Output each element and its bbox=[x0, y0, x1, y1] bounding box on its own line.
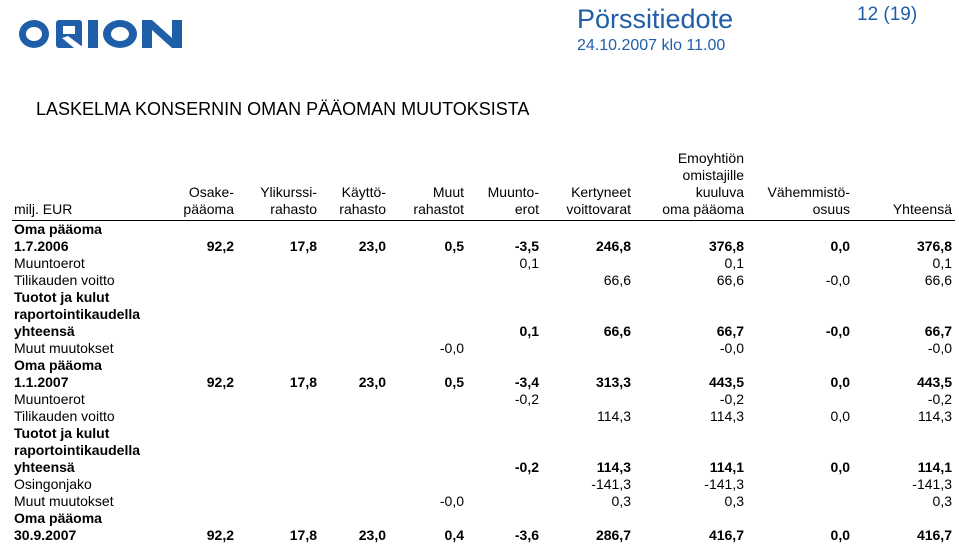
row-label-line: Muuntoerot bbox=[14, 255, 85, 271]
row-label-line: 1.7.2006 bbox=[14, 238, 69, 254]
column-header-line: kuuluva bbox=[695, 184, 744, 200]
column-header-line: omistajille bbox=[682, 167, 744, 183]
column-header-line: rahasto bbox=[270, 201, 317, 217]
row-label-line: Muuntoerot bbox=[14, 391, 85, 407]
table-cell bbox=[467, 272, 542, 289]
table-cell: 0,5 bbox=[444, 374, 464, 390]
table-cell: 17,8 bbox=[289, 527, 317, 543]
orion-logo-icon bbox=[18, 16, 190, 52]
table-cell: 66,6 bbox=[603, 323, 631, 339]
table-cell: 17,8 bbox=[289, 238, 317, 254]
table-cell: -0,0 bbox=[825, 323, 850, 339]
table-cell bbox=[142, 476, 237, 493]
table-row bbox=[12, 408, 955, 425]
column-header-line: erot bbox=[514, 201, 539, 217]
row-label-line: Oma pääoma bbox=[14, 221, 102, 237]
row-label-line: raportointikaudella bbox=[14, 442, 141, 458]
table-header-row bbox=[12, 150, 955, 221]
table-cell bbox=[467, 408, 542, 425]
row-label-line: Oma pääoma bbox=[14, 510, 102, 526]
orion-logo bbox=[18, 16, 190, 52]
column-header-line: Yhteensä bbox=[892, 201, 952, 217]
table-cell bbox=[467, 476, 542, 493]
table-row bbox=[12, 255, 955, 272]
table-cell: 66,7 bbox=[924, 323, 952, 339]
table-cell bbox=[142, 408, 237, 425]
column-header-line: rahasto bbox=[339, 201, 386, 217]
table-cell: 66,6 bbox=[603, 272, 631, 288]
table-cell bbox=[467, 340, 542, 357]
table-cell bbox=[542, 255, 634, 272]
table-cell: -0,0 bbox=[825, 272, 850, 288]
row-label-line: Muut muutokset bbox=[14, 340, 114, 356]
table-cell: 313,3 bbox=[595, 374, 631, 390]
table-cell: -141,3 bbox=[591, 476, 631, 492]
table-cell bbox=[389, 272, 467, 289]
table-cell bbox=[747, 476, 853, 493]
table-row bbox=[12, 510, 955, 544]
table-cell bbox=[142, 340, 237, 357]
row-label-line: Tilikauden voitto bbox=[14, 272, 115, 288]
row-label-line: Tuotot ja kulut bbox=[14, 425, 110, 441]
table-cell: -0,2 bbox=[719, 391, 744, 407]
table-cell: 92,2 bbox=[206, 527, 234, 543]
table-cell: -0,2 bbox=[514, 391, 539, 407]
table-cell bbox=[320, 340, 389, 357]
column-header-line: Käyttö- bbox=[341, 184, 386, 200]
table-cell: 376,8 bbox=[708, 238, 744, 254]
table-cell: -3,4 bbox=[514, 374, 539, 390]
row-label bbox=[12, 272, 142, 289]
table-cell bbox=[747, 391, 853, 408]
table-row bbox=[12, 391, 955, 408]
row-label-line: Tilikauden voitto bbox=[14, 408, 115, 424]
row-label bbox=[12, 391, 142, 408]
table-cell bbox=[237, 340, 320, 357]
table-cell: 416,7 bbox=[916, 527, 952, 543]
row-label bbox=[12, 510, 142, 544]
row-label-line: Tuotot ja kulut bbox=[14, 289, 110, 305]
table-cell: -141,3 bbox=[912, 476, 952, 492]
table-cell: 23,0 bbox=[358, 238, 386, 254]
table-cell: -3,5 bbox=[514, 238, 539, 254]
column-header-line: oma pääoma bbox=[662, 201, 744, 217]
table-cell bbox=[142, 425, 237, 476]
table-cell bbox=[237, 493, 320, 510]
table-cell: 443,5 bbox=[708, 374, 744, 390]
table-cell: 376,8 bbox=[916, 238, 952, 254]
table-cell bbox=[142, 289, 237, 340]
table-cell: 66,7 bbox=[716, 323, 744, 339]
table-cell bbox=[237, 425, 320, 476]
table-cell bbox=[389, 289, 467, 340]
table-cell: 0,0 bbox=[830, 459, 850, 475]
row-label-line: yhteensä bbox=[14, 459, 75, 475]
row-label-line: 30.9.2007 bbox=[14, 527, 77, 543]
column-header-line: Vähemmistö- bbox=[767, 184, 850, 200]
table-cell: -0,0 bbox=[927, 340, 952, 356]
table-cell: 0,1 bbox=[932, 255, 952, 271]
row-label bbox=[12, 221, 142, 256]
table-row bbox=[12, 476, 955, 493]
table-cell bbox=[467, 493, 542, 510]
column-header-line: Kertyneet bbox=[571, 184, 631, 200]
table-cell bbox=[320, 272, 389, 289]
table-cell: 23,0 bbox=[358, 527, 386, 543]
table-cell: 66,6 bbox=[924, 272, 952, 288]
table-cell: 92,2 bbox=[206, 374, 234, 390]
column-header-line: rahastot bbox=[413, 201, 464, 217]
row-label bbox=[12, 408, 142, 425]
column-header bbox=[747, 150, 853, 221]
column-header bbox=[320, 150, 389, 221]
table-cell: -0,2 bbox=[927, 391, 952, 407]
row-label bbox=[12, 357, 142, 391]
column-header-line: milj. EUR bbox=[14, 201, 73, 217]
table-cell: 66,6 bbox=[716, 272, 744, 288]
column-header-line: pääoma bbox=[183, 201, 234, 217]
table-cell: 286,7 bbox=[595, 527, 631, 543]
row-label-line: Muut muutokset bbox=[14, 493, 114, 509]
row-label-line: raportointikaudella bbox=[14, 306, 141, 322]
table-row bbox=[12, 289, 955, 340]
table-cell bbox=[747, 255, 853, 272]
table-cell: -0,0 bbox=[439, 493, 464, 509]
table-cell: -141,3 bbox=[704, 476, 744, 492]
table-cell bbox=[142, 272, 237, 289]
table-row bbox=[12, 493, 955, 510]
table-cell bbox=[389, 476, 467, 493]
column-header bbox=[237, 150, 320, 221]
table-cell: 0,0 bbox=[830, 408, 850, 424]
table-cell: 246,8 bbox=[595, 238, 631, 254]
table-cell: 0,1 bbox=[724, 255, 744, 271]
table-row bbox=[12, 425, 955, 476]
table-cell bbox=[320, 255, 389, 272]
column-header bbox=[467, 150, 542, 221]
page-title: LASKELMA KONSERNIN OMAN PÄÄOMAN MUUTOKSISTA bbox=[36, 99, 530, 119]
row-label bbox=[12, 340, 142, 357]
column-header bbox=[542, 150, 634, 221]
table-cell: -0,0 bbox=[439, 340, 464, 356]
table-cell: 114,3 bbox=[710, 408, 744, 424]
table-cell bbox=[747, 493, 853, 510]
table-cell: 23,0 bbox=[358, 374, 386, 390]
table-cell: 0,5 bbox=[444, 238, 464, 254]
table-cell: 0,3 bbox=[932, 493, 952, 509]
table-cell bbox=[389, 255, 467, 272]
table-cell: 0,1 bbox=[519, 255, 539, 271]
column-header-line: Muut bbox=[432, 184, 464, 200]
row-label bbox=[12, 289, 142, 340]
column-header-line: Osake- bbox=[188, 184, 234, 200]
table-cell: 114,3 bbox=[597, 408, 631, 424]
table-cell bbox=[142, 493, 237, 510]
table-row bbox=[12, 272, 955, 289]
table-row bbox=[12, 221, 955, 256]
table-cell bbox=[142, 391, 237, 408]
table-cell bbox=[320, 408, 389, 425]
table-row bbox=[12, 340, 955, 357]
table-cell: 0,1 bbox=[519, 323, 539, 339]
column-header bbox=[853, 150, 955, 221]
table-cell bbox=[389, 425, 467, 476]
table-cell bbox=[389, 408, 467, 425]
table-cell: 0,4 bbox=[444, 527, 464, 543]
document-type-title: Pörssitiedote bbox=[577, 4, 734, 34]
table-cell: 0,0 bbox=[830, 374, 850, 390]
equity-statement-table bbox=[12, 150, 955, 544]
table-cell: -0,0 bbox=[719, 340, 744, 356]
table-cell bbox=[320, 289, 389, 340]
row-label bbox=[12, 255, 142, 272]
row-label bbox=[12, 493, 142, 510]
column-header bbox=[634, 150, 747, 221]
release-date: 24.10.2007 klo 11.00 bbox=[577, 37, 726, 54]
table-cell: 114,3 bbox=[918, 408, 952, 424]
table-cell bbox=[237, 476, 320, 493]
column-header bbox=[389, 150, 467, 221]
table-cell bbox=[747, 340, 853, 357]
table-cell bbox=[142, 255, 237, 272]
column-header-line: voittovarat bbox=[566, 201, 631, 217]
row-label-line: Osingonjako bbox=[14, 476, 92, 492]
row-label bbox=[12, 425, 142, 476]
table-cell bbox=[237, 289, 320, 340]
column-header-line: Muunto- bbox=[487, 184, 539, 200]
table-cell: 114,1 bbox=[709, 459, 744, 475]
table-cell: 114,1 bbox=[917, 459, 952, 475]
row-label-line: yhteensä bbox=[14, 323, 75, 339]
table-cell: -3,6 bbox=[514, 527, 539, 543]
column-header-line: Ylikurssi- bbox=[260, 184, 317, 200]
table-cell bbox=[237, 272, 320, 289]
column-header bbox=[142, 150, 237, 221]
table-cell bbox=[320, 493, 389, 510]
table-cell bbox=[320, 425, 389, 476]
table-cell: -0,2 bbox=[514, 459, 539, 475]
table-cell bbox=[237, 391, 320, 408]
table-cell: 416,7 bbox=[708, 527, 744, 543]
table-row bbox=[12, 357, 955, 391]
row-label-line: 1.1.2007 bbox=[14, 374, 69, 390]
table-cell bbox=[320, 391, 389, 408]
table-cell bbox=[542, 340, 634, 357]
table-cell: 0,0 bbox=[830, 238, 850, 254]
column-header-line: osuus bbox=[812, 201, 850, 217]
column-header bbox=[12, 150, 142, 221]
table-cell bbox=[237, 408, 320, 425]
table-cell: 0,3 bbox=[611, 493, 631, 509]
table-cell bbox=[320, 476, 389, 493]
column-header-line: Emoyhtiön bbox=[677, 150, 744, 166]
row-label-line: Oma pääoma bbox=[14, 357, 102, 373]
table-cell bbox=[389, 391, 467, 408]
table-cell bbox=[237, 255, 320, 272]
table-cell: 114,3 bbox=[596, 459, 631, 475]
table-cell: 0,3 bbox=[724, 493, 744, 509]
table-cell: 0,0 bbox=[830, 527, 850, 543]
table-cell bbox=[542, 391, 634, 408]
table-cell: 443,5 bbox=[916, 374, 952, 390]
row-label bbox=[12, 476, 142, 493]
page-number: 12 (19) bbox=[857, 4, 918, 25]
table-cell: 92,2 bbox=[206, 238, 234, 254]
table-cell: 17,8 bbox=[289, 374, 317, 390]
